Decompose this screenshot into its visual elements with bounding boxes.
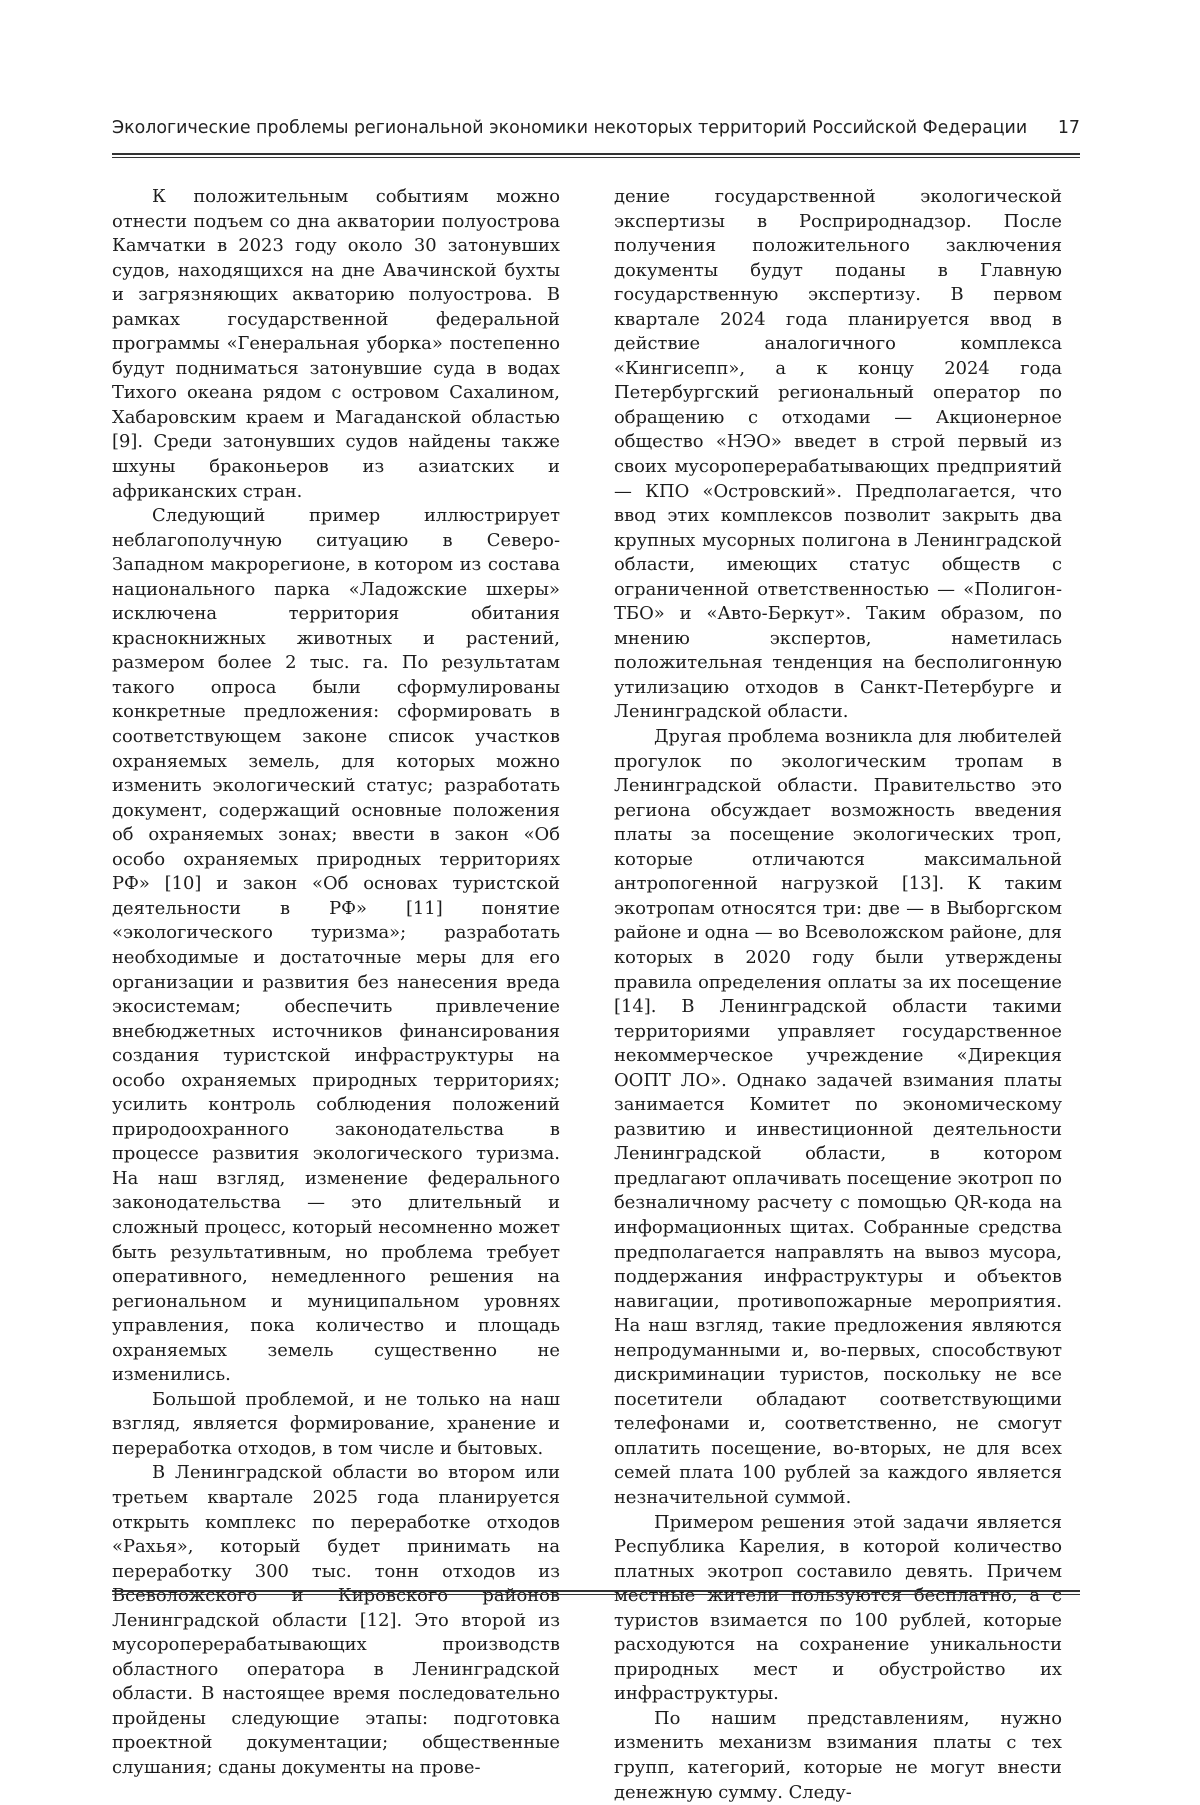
paragraph: Другая проблема возникла для любителей прогулок по экологическим тропам в Ленинградской области. Правительство это региона обсуждает возможность введения платы за посещение экологических троп, которые отличаются максимальной антропогенной нагрузкой [13]. К таким экотропам относятся три: две — в Выборгском районе и одна — во Всеволожском районе, для которых в 2020 году были утверждены правила определения оплаты за их посещение [14]. В Ленинградской области такими территориями управляет государственное некоммерческое учреждение «Дирекция ООПТ ЛО». Однако задачей взимания платы занимается Комитет по экономическому развитию и инвестиционной деятельности Ленинградской области, в котором предлагают оплачивать посещение экотроп по безналичному расчету с помощью QR-кода на информационных щитах. Собранные средства предполагается направлять на вывоз мусора, поддержания инфраструктуры и объектов навигации, противопожарные мероприятия. На наш взгляд, такие предложения являются непродуманными и, во-первых, способствуют дискриминации туристов, поскольку не все посетители обладают соответствующими телефонами и, соответственно, не смогут оплатить посещение, во-вторых, не для всех семей плата 100 рублей за каждого является незначительной суммой. (614, 726, 1062, 1508)
running-header (112, 118, 1080, 138)
paragraph: Примером решения этой задачи является Республика Карелия, в которой количество платных экотроп составило девять. Причем местные жители пользуются бесплатно, а с туристов взимается по 100 рублей, которые расходуются на сохранение уникальности природных мест и обустройство их инфраструктуры. (614, 1511, 1062, 1705)
paragraph: дение государственной экологической экспертизы в Росприроднадзор. После получения положительного заключения документы будут поданы в Главную государственную экспертизу. В первом квартале 2024 года планируется ввод в действие аналогичного комплекса «Кингисепп», а к концу 2024 года Петербургский региональный оператор по обращению с отходами — Акционерное общество «НЭО» введет в строй первый из своих мусороперерабатывающих предприятий — КПО «Островский». Предполагается, что ввод этих комплексов позволит закрыть два крупных мусорных полигона в Ленинградской области, имеющих статус обществ с ограниченной ответственностью — «Полигон-ТБО» и «Авто-Беркут». Таким образом, по мнению экспертов, наметилась положительная тенденция на бесполигонную утилизацию отходов в Санкт-Петербурге и Ленинградской области. (614, 186, 1062, 723)
paragraph: К положительным событиям можно отнести подъем со дна акватории полуострова Камчатки в 2023 году около 30 затонувших судов, находящихся на дне Авачинской бухты и загрязняющих акваторию полуострова. В рамках государственной федеральной программы «Генеральная уборка» постепенно будут подниматься затонувшие суда в водах Тихого океана рядом с островом Сахалином, Хабаровским краем и Магаданской областью [9]. Среди затонувших судов найдены также шхуны браконьеров из азиатских и африканских стран. (112, 186, 560, 502)
paragraph: В Ленинградской области во втором или третьем квартале 2025 года планируется открыть комплекс по переработке отходов «Рахья», который будет принимать на переработку 300 тыс. тонн отходов из Всеволожского и Кировского районов Ленинградской области [12]. Это второй из мусороперерабатывающих производств областного оператора в Ленинградской области. В настоящее время последовательно пройдены следующие этапы: подготовка проектной документации; общественные слушания; сданы документы на прове- (112, 1462, 560, 1778)
header-divider (112, 153, 1080, 158)
paragraph: Следующий пример иллюстрирует неблагополучную ситуацию в Северо-Западном макрорегионе, в котором из состава национального парка «Ладожские шхеры» исключена территория обитания краснокнижных животных и растений, размером более 2 тыс. га. По результатам такого опроса были сформулированы конкретные предложения: сформировать в соответствующем законе список участков охраняемых земель, для которых можно изменить экологический статус; разработать документ, содержащий основные положения об охраняемых зонах; ввести в закон «Об особо охраняемых природных территориях РФ» [10] и закон «Об основах туристской деятельности в РФ» [11] понятие «экологического туризма»; разработать необходимые и достаточные меры для его организации и развития без нанесения вреда экосистемам; обеспечить привлечение внебюджетных источников финансирования создания туристской инфраструктуры на особо охраняемых природных территориях; усилить контроль соблюдения положений природоохранного законодательства в процессе развития экологического туризма. На наш взгляд, изменение федерального законодательства — это длительный и сложный процесс, который несомненно может быть результативным, но проблема требует оперативного, немедленного решения на региональном и муниципальном уровнях управления, пока количество и площадь охраняемых земель существенно не изменились. (112, 505, 560, 1386)
running-title: Экологические проблемы региональной экономики некоторых территорий Российской Федерации (112, 118, 1028, 138)
paragraph: По нашим представлениям, нужно изменить механизм взимания платы с тех групп, категорий, которые не могут внести денежную сумму. Следу- (614, 1707, 1062, 1803)
paragraph: Большой проблемой, и не только на наш взгляд, является формирование, хранение и переработка отходов, в том числе и бытовых. (112, 1388, 560, 1459)
page-number: 17 (1057, 118, 1080, 138)
right-column (614, 185, 1062, 1805)
left-column (112, 185, 560, 1781)
footer-divider (112, 1590, 1080, 1595)
